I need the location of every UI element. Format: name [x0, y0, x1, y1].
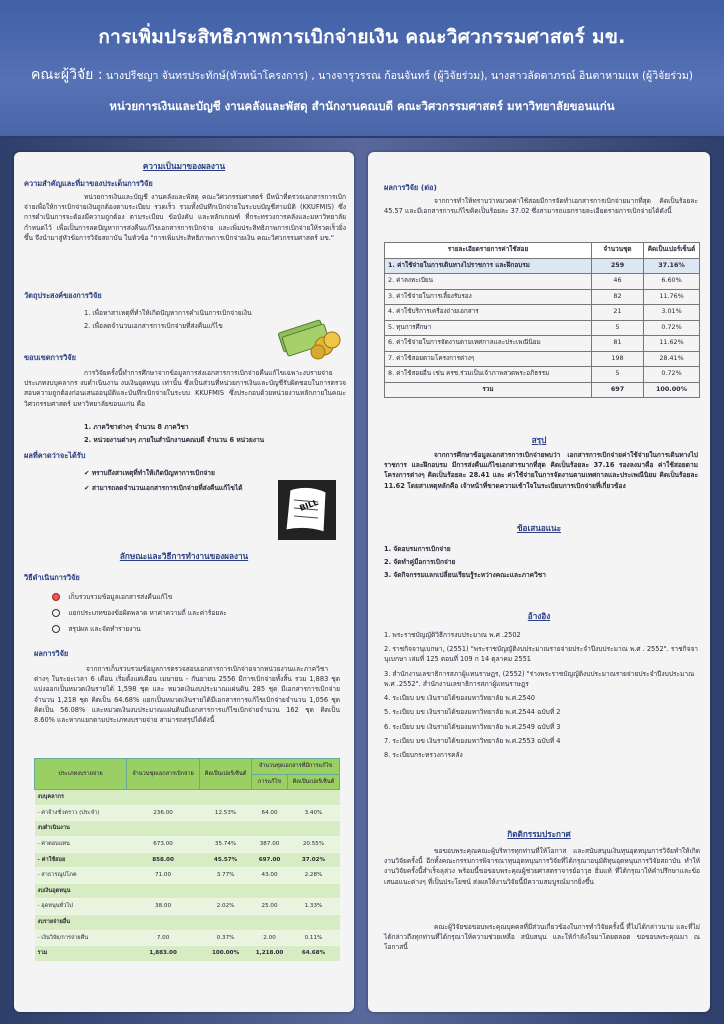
budget-type-cell: งบรายจ่ายอื่น	[35, 914, 127, 930]
researchers-line	[0, 64, 724, 86]
smiley-icon	[52, 593, 60, 601]
budget-value-cell: 236.00	[127, 805, 200, 821]
poster-header	[0, 0, 724, 138]
ref-item: 2. ราชกิจจานุเบกษา, (2551) "พระราชบัญญัติงบประมาณรายจ่ายประจำปีงบประมาณ พ.ศ . 2552". ราชกิจจานุเบกษา เล่มที่ 125 ตอนที่ 109 ก 14 ตุลาคม 2551	[384, 645, 699, 664]
budget-value-cell	[252, 790, 288, 806]
expense-value-cell: 0.72%	[644, 367, 700, 383]
budget-value-cell: 1.33%	[287, 899, 339, 915]
researchers-label: คณะผู้วิจัย :	[31, 67, 103, 83]
left-panel	[14, 152, 354, 1012]
expense-value-cell: 11.62%	[644, 336, 700, 352]
budget-value-cell	[252, 821, 288, 837]
expense-value-cell: 46	[592, 274, 644, 290]
expense-row	[385, 320, 700, 336]
expense-item-cell: 2. ค่าลงทะเบียน	[385, 274, 592, 290]
budget-value-cell: 0.11%	[287, 930, 339, 946]
expense-row	[385, 336, 700, 352]
budget-value-cell: 858.00	[127, 852, 200, 868]
budget-value-cell	[127, 883, 200, 899]
col-docs: จำนวนชุดเอกสารเบิกจ่าย	[127, 759, 200, 790]
budget-value-cell	[200, 790, 252, 806]
expense-row	[385, 367, 700, 383]
col-fix: การแก้ไข	[252, 774, 288, 790]
method-item: สรุปผล และจัดทำรายงาน	[68, 625, 141, 634]
poster-title: การเพิ่มประสิทธิภาพการเบิกจ่ายเงิน คณะวิศวกรรมศาสตร์ มข.	[98, 26, 626, 48]
budget-value-cell	[287, 914, 339, 930]
budget-value-cell	[200, 821, 252, 837]
budget-type-cell: งบดำเนินงาน	[35, 821, 127, 837]
budget-value-cell: 35.74%	[200, 836, 252, 852]
expense-row	[385, 274, 700, 290]
check-icon: ✔	[84, 469, 90, 477]
budget-type-cell: - ค่าตอบแทน	[35, 836, 127, 852]
budget-row	[35, 899, 340, 915]
suggest-list	[384, 544, 684, 584]
method-subheading: วิธีดำเนินการวิจัย	[24, 573, 80, 582]
budget-value-cell	[287, 821, 339, 837]
expense-total-count: 697	[592, 382, 644, 398]
expected-item: สามารถลดจำนวนเอกสารการเบิกจ่ายที่ส่งคืนแก้ไขได้	[91, 484, 243, 493]
ref-list	[384, 630, 700, 760]
suggest-heading: ข้อเสนอแนะ	[516, 523, 562, 533]
right-panel	[368, 152, 710, 1012]
budget-type-cell: รวม	[35, 946, 127, 962]
smiley-icon	[52, 625, 60, 633]
budget-type-cell: - เงินวิจัย/การจ่ายคืน	[35, 930, 127, 946]
budget-value-cell	[127, 790, 200, 806]
budget-type-cell: งบบุคลากร	[35, 790, 127, 806]
ref-item: 4. ระเบียบ มข เงินรายได้ของมหาวิทยาลัย พ.ศ.2540	[384, 694, 535, 703]
expense-item-cell: 7. ค่าใช้สอยตามโครงการต่างๆ	[385, 351, 592, 367]
col-expense-count: จำนวนชุด	[592, 243, 644, 259]
objective-item: 2. เพื่อลดจำนวนเอกสารการเบิกจ่ายที่ส่งคืนแก้ไข	[84, 322, 223, 331]
scope-list	[84, 422, 334, 448]
expense-value-cell: 5	[592, 320, 644, 336]
budget-row	[35, 852, 340, 868]
expense-item-cell: 5. ทุนการศึกษา	[385, 320, 592, 336]
expense-value-cell: 0.72%	[644, 320, 700, 336]
expense-total-pct: 100.00%	[644, 382, 700, 398]
budget-value-cell	[252, 883, 288, 899]
objective-item: 1. เพื่อหาสาเหตุที่ทำให้เกิดปัญหาการคำเนินการเบิกจ่ายเงิน	[84, 309, 252, 317]
expense-value-cell: 28.41%	[644, 351, 700, 367]
expected-heading: ผลที่คาดว่าจะได้รับ	[24, 451, 86, 460]
objectives-heading: วัตถุประสงค์ของการวิจัย	[24, 291, 102, 300]
results-text: จากการเก็บรวบรวมข้อมูลการตรวจสอบเอกสารการเบิกจ่ายจากหน่วยงานและภาควิชาต่างๆ ในระยะเวลา 6 เดือน เริ่มตั้งแต่เดือน เมษายน - กันยายน 2556 มีการเบิกจ่ายทั้งสิ้น รวม 1,883 ชุด แบ่งออกเป็นหมวดเงินรายได้ 1,598 ชุด และ หมวดเงินงบประมาณแผ่นดิน 285 ชุด มีเอกสารการเบิกจ่ายจำนวน 1,218 ชุด คิดเป็น 64.68% แยกเป็นหมวดเงินรายได้มีเอกสารการแก้ไขเบิกจ่ายจำนวน 1,056 ชุด คิดเป็น 56.08% และหมวดเงินงบประมาณแผ่นดินมีเอกสารการแก้ไขเบิกจ่ายจำนวน 162 ชุด คิดเป็น 8.60% และหากแยกตามประเภทงบรายจ่าย สามารถสรุปได้ดังนี้	[34, 665, 340, 725]
budget-value-cell: 64.68%	[287, 946, 339, 962]
budget-value-cell: 697.00	[252, 852, 288, 868]
budget-value-cell: 3.40%	[287, 805, 339, 821]
method-item: แยกประเภทของข้อผิดพลาด หาค่าความถี่ และค่าร้อยละ	[68, 609, 227, 618]
expected-item: ทราบถึงสาเหตุที่ทำให้เกิดปัญหาการเบิกจ่าย	[91, 469, 215, 477]
expense-value-cell: 11.76%	[644, 289, 700, 305]
summary-text: จากการศึกษาข้อมูลเอกสารการเบิกจ่ายพบว่า เอกสารการเบิกจ่ายค่าใช้จ่ายในการเดินทางไปราชการ และฝึกอบรม มีการส่งคืนแก้ไขเอกสารมากที่สุด คิดเป็นร้อยละ 37.16 รองลงมาคือ ค่าใช้สอยตามโครงการต่างๆ คิดเป็นร้อยละ 28.41 และ ค่าใช้จ่ายในการจัดงานตามเทศกาลและประเพณีนิยม คิดเป็นร้อยละ 11.62 โดยสาเหตุหลักคือ เจ้าหน้าที่ขาดความเข้าใจในระเบียบการเบิกจ่ายที่เกี่ยวข้อง	[384, 451, 698, 490]
suggest-item: 1. จัดอบรมการเบิกจ่าย	[384, 545, 451, 553]
ref-heading: อ้างอิง	[527, 611, 551, 621]
expense-value-cell: 82	[592, 289, 644, 305]
budget-value-cell	[252, 914, 288, 930]
budget-type-cell: งบเงินอุดหนุน	[35, 883, 127, 899]
budget-type-cell: - ค่าจ้างชั่วคราว (ประจำ)	[35, 805, 127, 821]
svg-text:BILL: BILL	[298, 497, 320, 513]
importance-text: หน่วยการเงินและบัญชี งานคลังและพัสดุ คณะวิศวกรรมศาสตร์ มีหน้าที่ตรวจเอกสารการเบิกจ่ายเพื่อให้การเบิกจ่ายเงินถูกต้องตามระเบียบ รวดเร็ว รวมทั้งบันทึกเบิกจ่ายในระบบบัญชีสามมิติ (KKUFMIS) ซึ่งการดำเนินการจะต้องมีความถูกต้อง ตามระเบียบ ข้อบังคับ และหลักเกณฑ์ ที่กระทรวงการคลังและมหาวิทยาลัยกำหนดไว้ เพื่อเป็นการลดปัญหาการส่งคืนแก้ไขเอกสารการเบิกจ่าย และเพิ่มประสิทธิภาพการเบิกจ่ายให้รวดเร็วยิ่งขึ้น จึงนำมาสู่หัวข้อการวิจัยสถาบัน ในหัวข้อ "การเพิ่มประสิทธิภาพการเบิกจ่ายเงิน คณะวิศวกรรมศาสตร์ มข."	[24, 193, 346, 242]
results-cont-heading: ผลการวิจัย (ต่อ)	[384, 183, 437, 192]
expense-item-cell: 6. ค่าใช้จ่ายในการจัดงานตามเทศกาลและประเพณีนิยม	[385, 336, 592, 352]
budget-value-cell	[127, 821, 200, 837]
scope-item: 1. ภาควิชาต่างๆ จำนวน 8 ภาควิชา	[84, 423, 189, 431]
expense-row	[385, 351, 700, 367]
suggest-item: 2. จัดทำคู่มือการเบิกจ่าย	[384, 558, 456, 567]
budget-type-cell: - สาธารณูปโภค	[35, 868, 127, 884]
budget-row	[35, 805, 340, 821]
ref-item: 1. พระราชบัญญัติวิธีการงบประมาณ พ.ศ .2502	[384, 631, 521, 639]
method-heading: ลักษณะและวิธีการทำงานของผลงาน	[119, 551, 249, 561]
budget-value-cell: 12.53%	[200, 805, 252, 821]
budget-value-cell: 25.00	[252, 899, 288, 915]
budget-row	[35, 914, 340, 930]
expense-value-cell: 81	[592, 336, 644, 352]
smiley-icon	[52, 609, 60, 617]
expense-item-cell: 8. ค่าใช้สอยอื่น เช่น ครช.ร่วมเป็นเจ้าภาพสวดพระอภิธรรม	[385, 367, 592, 383]
expense-value-cell: 37.16%	[644, 258, 700, 274]
expense-item-cell: 3. ค่าใช้จ่ายในการเลี้ยงรับรอง	[385, 289, 592, 305]
budget-value-cell	[200, 914, 252, 930]
col-expense-item: รายละเอียดรายการค่าใช้สอย	[385, 243, 592, 259]
budget-value-cell: 1,218.00	[252, 946, 288, 962]
expense-total-label: รวม	[385, 382, 592, 398]
ref-item: 5. ระเบียบ มข เงินรายได้ของมหาวิทยาลัย พ.ศ.2544 ฉบับที่ 2	[384, 708, 561, 717]
results-heading: ผลการวิจัย	[34, 649, 69, 658]
budget-value-cell: 38.00	[127, 899, 200, 915]
budget-value-cell: 37.02%	[287, 852, 339, 868]
budget-value-cell: 3.77%	[200, 868, 252, 884]
ack-heading: กิตติกรรมประกาศ	[507, 829, 571, 839]
budget-value-cell	[200, 883, 252, 899]
budget-value-cell: 7.00	[127, 930, 200, 946]
budget-row	[35, 946, 340, 962]
ref-item: 7. ระเบียบ มข เงินรายได้ของมหาวิทยาลัย พ.ศ.2553 ฉบับที่ 4	[384, 736, 561, 745]
ref-item: 8. ระเบียบกระทรวงการคลัง	[384, 750, 463, 759]
budget-value-cell	[127, 914, 200, 930]
money-stack-icon	[276, 312, 344, 362]
ack-text-2: คณะผู้วิจัยขอขอบพระคุณบุคคลที่มีส่วนเกี่ยวข้องในการทำวิจัยครั้งนี้ ที่ไม่ได้กล่าวนาม และที่ไม่ได้กล่าวถึงทุกท่านที่ได้กรุณาให้ความช่วยเหลือ สนับสนุน และให้กำลังใจมาโดยตลอด ขอขอบพระคุณมา ณ โอกาสนี้	[384, 923, 700, 952]
budget-row	[35, 836, 340, 852]
expense-value-cell: 3.01%	[644, 305, 700, 321]
col-expense-pct: คิดเป็นเปอร์เซ็นต์	[644, 243, 700, 259]
expense-value-cell: 198	[592, 351, 644, 367]
organization-line: หน่วยการเงินและบัญชี งานคลังและพัสดุ สำนักงานคณบดี คณะวิศวกรรมศาสตร์ มหาวิทยาลัยขอนแก่น	[109, 99, 615, 113]
expense-value-cell: 259	[592, 258, 644, 274]
budget-value-cell: 71.00	[127, 868, 200, 884]
scope-heading: ขอบเขตการวิจัย	[24, 353, 76, 362]
budget-value-cell: 2.02%	[200, 899, 252, 915]
bill-icon	[276, 478, 338, 542]
suggest-item: 3. จัดกิจกรรมแลกเปลี่ยนเรียนรู้ระหว่างคณะและภาควิชา	[384, 571, 546, 580]
ref-item: 3. สำนักงานเลขาธิการสภาผู้แทนราษฎร, (2552) "ร่างพระราชบัญญัติงบประมาณรายจ่ายประจำปีงบประมาณ พ.ศ .2552". สำนักงานเลขาธิการสภาผู้แทนราษฎร	[384, 669, 695, 688]
expense-row	[385, 258, 700, 274]
budget-value-cell: 20.55%	[287, 836, 339, 852]
budget-value-cell: 1,883.00	[127, 946, 200, 962]
budget-value-cell: 673.00	[127, 836, 200, 852]
expense-item-cell: 1. ค่าใช้จ่ายในการเดินทางไปราชการ และฝึกอบรม	[385, 258, 592, 274]
budget-row	[35, 883, 340, 899]
budget-value-cell: 64.00	[252, 805, 288, 821]
budget-value-cell	[287, 790, 339, 806]
budget-row	[35, 868, 340, 884]
col-pct1: คิดเป็นเปอร์เซ็นต์	[200, 759, 252, 790]
ref-item: 6. ระเบียบ มข เงินรายได้ของมหาวิทยาลัย พ.ศ.2549 ฉบับที่ 3	[384, 722, 561, 731]
budget-value-cell: 45.57%	[200, 852, 252, 868]
expense-item-cell: 4. ค่าใช้บริการเครื่องถ่ายเอกสาร	[385, 305, 592, 321]
expense-value-cell: 6.60%	[644, 274, 700, 290]
budget-value-cell: 387.00	[252, 836, 288, 852]
expense-row	[385, 289, 700, 305]
summary-heading: สรุป	[531, 435, 547, 445]
budget-value-cell	[287, 883, 339, 899]
col-budget-type: ประเภทงบรายจ่าย	[35, 759, 127, 790]
results-cont-text: จากการทำให้ทราบว่าหมวดค่าใช้สอยมีการจัดทำเอกสารการเบิกจ่ายมากที่สุด คิดเป็นร้อยละ 45.57 และมีเอกสารการแก้ไขคิดเป็นร้อยละ 37.02 ซึ่งสามารถแยกรายละเอียดรายการเบิกจ่ายได้ดังนี้	[384, 197, 698, 216]
researchers-names: นางปรีชญา จันทรประทักษ์(หัวหน้าโครงการ) , นางจารุวรรณ ก้อนจันทร์ (ผู้วิจัยร่วม), นางสาวลัดดาภรณ์ อินตาหามแห (ผู้วิจัยร่วม)	[105, 70, 693, 82]
objectives-list	[84, 308, 284, 334]
budget-value-cell: 100.00%	[200, 946, 252, 962]
expense-row	[385, 305, 700, 321]
budget-type-cell: - ค่าใช้สอย	[35, 852, 127, 868]
col-group-fix: จำนวนชุดเอกสารที่มีการแก้ไข	[252, 759, 340, 775]
budget-value-cell: 0.37%	[200, 930, 252, 946]
budget-row	[35, 821, 340, 837]
scope-text: การวิจัยครั้งนี้ทำการศึกษาจากข้อมูลการส่งเอกสารการเบิกจ่ายคืนแก้ไขเฉพาะงบรายจ่ายประเภทงบบุคลากร งบดำเนินงาน งบเงินอุดหนุน เท่านั้น ซึ่งเป็นส่วนที่หน่วยการเงินและบัญชีรับผิดชอบในการตรวจสอบความถูกต้องก่อนเสนออนุมัติและบันทึกเบิกจ่ายในระบบ KKUFMIS ซึ่งประกอบด้วยหน่วยงานหลักภายในคณะวิศวกรรมศาสตร์ มหาวิทยาลัยขอนแก่น คือ	[24, 369, 346, 408]
expense-value-cell: 21	[592, 305, 644, 321]
budget-row	[35, 790, 340, 806]
budget-value-cell: 43.00	[252, 868, 288, 884]
expected-list	[84, 468, 284, 493]
budget-value-cell: 2.00	[252, 930, 288, 946]
importance-heading: ความสำคัญและที่มาของประเด็นการวิจัย	[24, 179, 153, 188]
scope-item: 2. หน่วยงานต่างๆ ภายในสำนักงานคณบดี จำนวน 6 หน่วยงาน	[84, 436, 265, 445]
method-item: เก็บรวบรวมข้อมูลเอกสารส่งคืนแก้ไข	[68, 593, 173, 601]
budget-value-cell: 2.28%	[287, 868, 339, 884]
col-pct2: คิดเป็นเปอร์เซ็นต์	[287, 774, 339, 790]
budget-table	[34, 758, 340, 962]
budget-row	[35, 930, 340, 946]
check-icon: ✔	[84, 484, 90, 493]
expense-value-cell: 5	[592, 367, 644, 383]
budget-type-cell: - อุดหนุนทั่วไป	[35, 899, 127, 915]
background-heading: ความเป็นมาของผลงาน	[142, 161, 226, 171]
method-list	[52, 592, 342, 635]
ack-text-1: ขอขอบพระคุณคณะผู้บริหารทุกท่านที่ให้โอกาส และสนับสนุนเงินทุนอุดหนุนการวิจัยทำให้เกิดงานวิจัยครั้งนี้ อีกทั้งคณะกรรมการพิจารณาทุนอุดหนุนการวิจัยที่ได้กรุณาอนุมัติทุนอุดหนุนการวิจัยสถาบัน ทำให้งานวิจัยครั้งนี้สำเร็จลุล่วง พร้อมนี้ขอขอบพระคุณผู้ช่วยศาสตราจารย์อาวุธ ธิ่มแท้ ที่ได้กรุณาให้คำปรึกษาและข้อเสนอแนะต่างๆ ที่เป็นประโยชน์ ส่งผลให้งานวิจัยนี้มีความสมบูรณ์มากยิ่งขึ้น	[384, 847, 700, 886]
expense-table	[384, 242, 700, 398]
